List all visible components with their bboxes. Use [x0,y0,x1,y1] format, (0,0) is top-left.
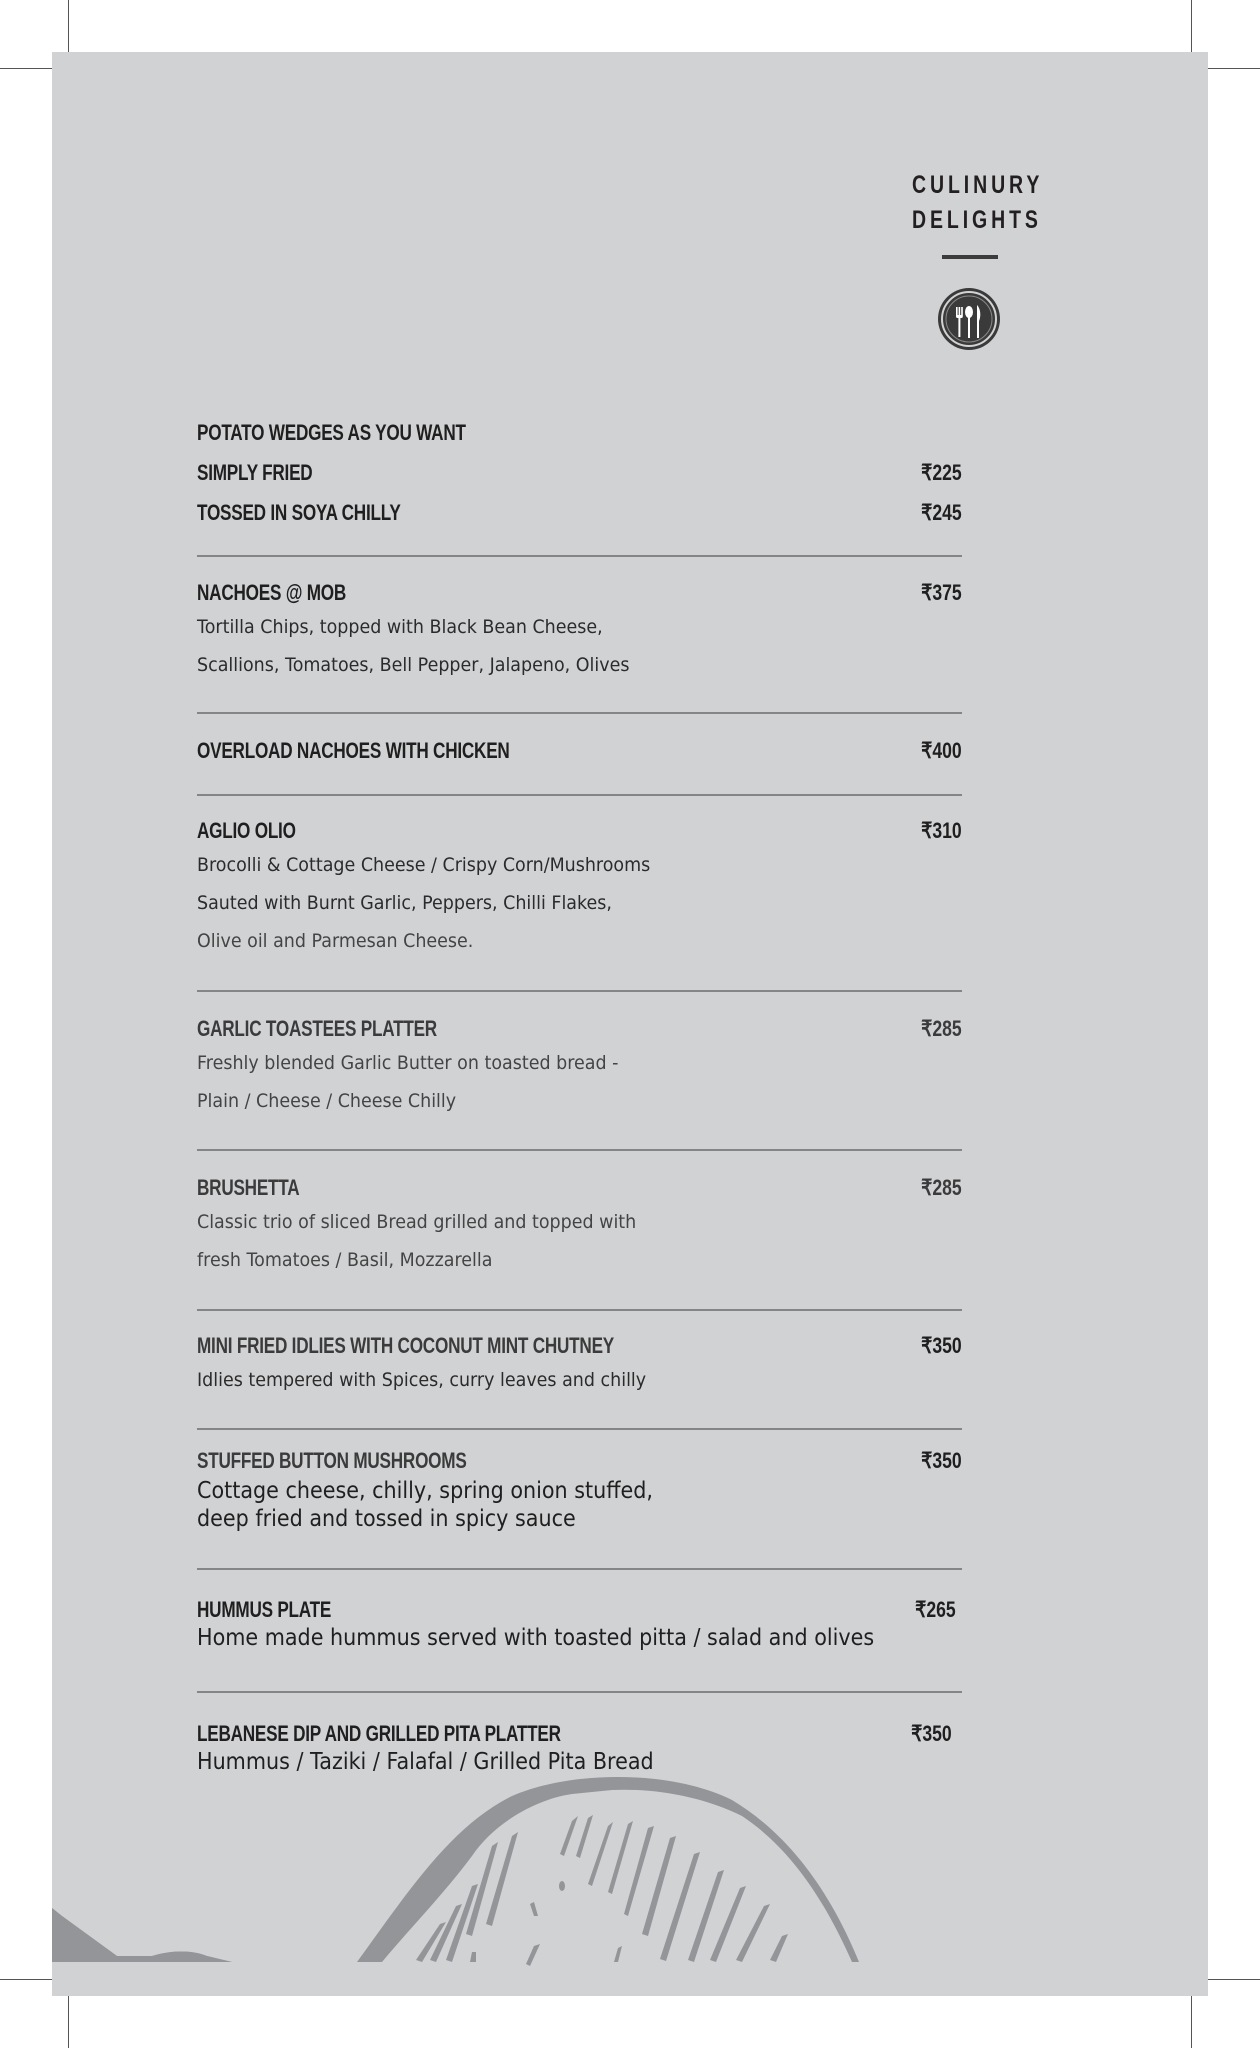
divider [197,1149,962,1151]
section-title-line1: CULINURY [912,171,1044,199]
menu-item-description: deep fried and tossed in spicy sauce [197,1506,576,1532]
menu-item-description: Brocolli & Cottage Cheese / Crispy Corn/Mushrooms [197,854,651,876]
menu-item-price: ₹285 [921,1175,962,1200]
menu-item-name: LEBANESE DIP AND GRILLED PITA PLATTER [197,1721,561,1746]
crop-mark [68,0,69,52]
menu-item-price: ₹350 [911,1721,952,1746]
divider [197,1568,962,1570]
crop-mark [68,1996,69,2048]
menu-item-name: POTATO WEDGES AS YOU WANT [197,420,466,445]
menu-item-name: AGLIO OLIO [197,818,296,843]
divider [197,1309,962,1311]
crop-mark [1208,1979,1260,1980]
menu-item [197,1448,962,1532]
menu-item-name: OVERLOAD NACHOES WITH CHICKEN [197,738,510,763]
menu-item-name: TOSSED IN SOYA CHILLY [197,500,401,525]
divider [197,794,962,796]
divider [197,1428,962,1430]
menu-item-price: ₹350 [921,1448,962,1473]
menu-item-description: Hummus / Taziki / Falafal / Grilled Pita Bread [197,1749,654,1775]
menu-page [52,52,1208,1996]
menu-item-description: Classic trio of sliced Bread grilled and topped with [197,1211,637,1233]
menu-item [197,1016,962,1112]
menu-item-name: SIMPLY FRIED [197,460,313,485]
crop-mark [1191,1996,1192,2048]
menu-item-price: ₹245 [921,500,962,525]
menu-item-description: Olive oil and Parmesan Cheese. [197,930,474,952]
pita-bread-illustration [52,1776,1208,1996]
menu-item-name: NACHOES @ MOB [197,580,347,605]
crop-mark [1191,0,1192,52]
menu-item-name: GARLIC TOASTEES PLATTER [197,1016,437,1041]
menu-item [197,818,962,952]
crop-mark [0,68,52,69]
menu-item-group-heading [197,420,962,446]
menu-item-description: Cottage cheese, chilly, spring onion stuffed, [197,1478,653,1504]
menu-item [197,460,962,486]
menu-item [197,738,962,764]
menu-item-description: fresh Tomatoes / Basil, Mozzarella [197,1249,493,1271]
crop-mark [1208,68,1260,69]
menu-item-name: MINI FRIED IDLIES WITH COCONUT MINT CHUTNEY [197,1333,615,1358]
menu-item [197,580,962,676]
menu-item-description: Sauted with Burnt Garlic, Peppers, Chilli Flakes, [197,892,612,914]
menu-item-price: ₹400 [921,738,962,763]
menu-item-name: HUMMUS PLATE [197,1597,332,1622]
menu-item-price: ₹375 [921,580,962,605]
menu-item [197,1721,962,1775]
divider [197,712,962,714]
menu-item-description: Scallions, Tomatoes, Bell Pepper, Jalapeno, Olives [197,654,630,676]
menu-item-description: Home made hummus served with toasted pitta / salad and olives [197,1625,875,1651]
menu-item-description: Idlies tempered with Spices, curry leaves and chilly [197,1369,647,1391]
menu-item [197,1333,962,1391]
menu-item-price: ₹310 [921,818,962,843]
menu-item-description: Tortilla Chips, topped with Black Bean Cheese, [197,616,603,638]
divider [197,555,962,557]
menu-item [197,500,962,526]
divider [197,990,962,992]
crop-mark [0,1979,52,1980]
menu-item-price: ₹285 [921,1016,962,1041]
menu-item-description: Plain / Cheese / Cheese Chilly [197,1090,457,1112]
menu-item-price: ₹350 [921,1333,962,1358]
menu-item-name: BRUSHETTA [197,1175,300,1200]
section-title-line2: DELIGHTS [912,206,1042,234]
menu-item [197,1597,962,1651]
menu-item-price: ₹225 [921,460,962,485]
menu-item-price: ₹265 [915,1597,956,1622]
menu-item-name: STUFFED BUTTON MUSHROOMS [197,1448,467,1473]
divider [197,1691,962,1693]
menu-item [197,1175,962,1271]
menu-item-description: Freshly blended Garlic Butter on toasted bread - [197,1052,619,1074]
menu-list [52,52,1208,1996]
